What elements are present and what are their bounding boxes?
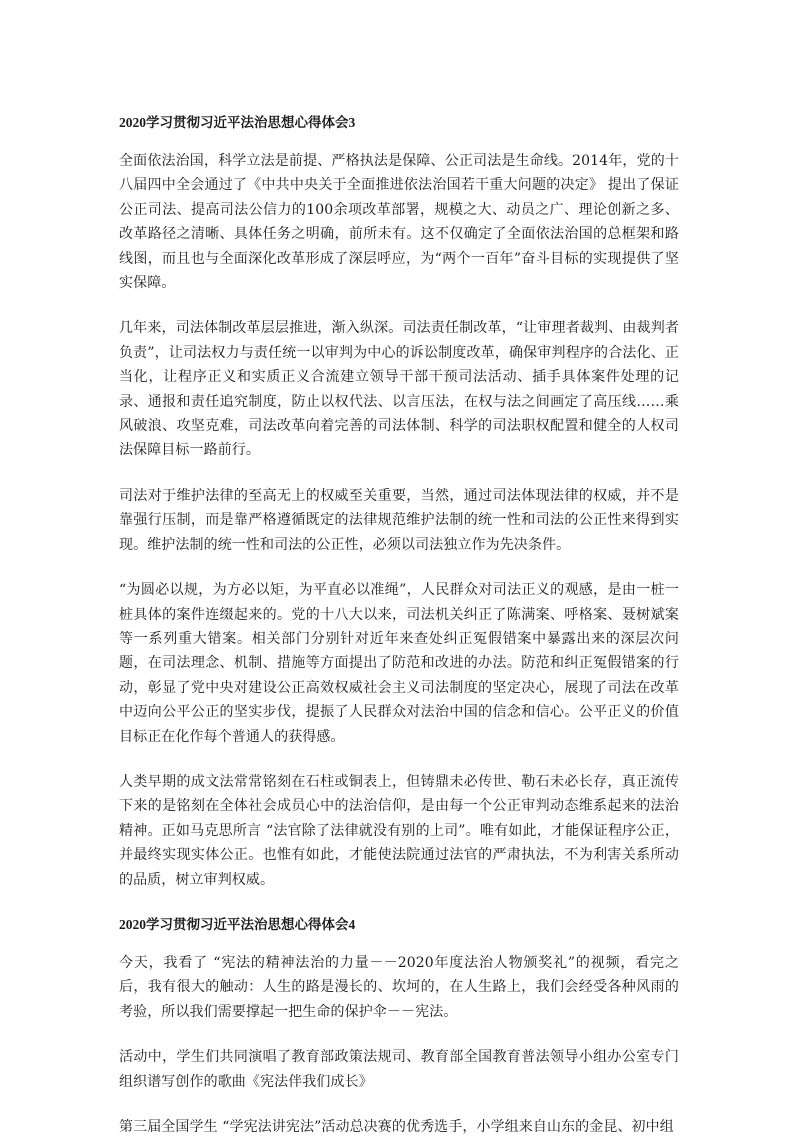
- document-page: [119, 111, 679, 1139]
- paragraph: 人类早期的成文法常常铭刻在石柱或铜表上，但铸鼎未必传世、勒石未必长存，真正流传下来的是铭刻在全体社会成员心中的法治信仰，是由每一个公正审判动态维系起来的法治精神。正如马克思所言 “法官除了法律就没有别的上司”。唯有如此，才能保证程序公正，并最终实现实体公正。也惟有如此，才能使法院通过法官的严肃执法，不为利害关系所动的品质，树立审判权威。: [119, 773, 679, 888]
- paragraph: 活动中，学生们共同演唱了教育部政策法规司、教育部全国教育普法领导小组办公室专门组织谱写创作的歌曲《宪法伴我们成长》: [119, 1049, 679, 1090]
- paragraph: 今天，我看了 “宪法的精神法治的力量－－2020年度法治人物颁奖礼”的视频，看完之后，我有很大的触动：人生的路是漫长的、坎坷的，在人生路上，我们会经受各种风雨的考验，所以我们需要撑起一把生命的保护伞－－宪法。: [119, 954, 679, 1020]
- paragraph: 几年来，司法体制改革层层推进，渐入纵深。司法责任制改革，“让审理者裁判、由裁判者负责”，让司法权力与责任统一以审判为中心的诉讼制度改革，确保审判程序的合法化、正当化，让程序正义和实质正义合流建立领导干部干预司法活动、插手具体案件处理的记录、通报和责任追究制度，防止以权代法、以言压法，在权与法之间画定了高压线……乘风破浪、攻坚克难，司法改革向着完善的司法体制、科学的司法职权配置和健全的人权司法保障目标一路前行。: [119, 320, 679, 459]
- paragraph: 司法对于维护法律的至高无上的权威至关重要，当然，通过司法体现法律的权威，并不是靠强行压制，而是靠严格遵循既定的法律规范维护法制的统一性和司法的公正性来得到实现。维护法制的统一性和司法的公正性，必须以司法独立作为先决条件。: [119, 487, 679, 553]
- paragraph: 全面依法治国，科学立法是前提、严格执法是保障、公正司法是生命线。2014年，党的十八届四中全会通过了《中共中央关于全面推进依法治国若干重大问题的决定》 提出了保证公正司法、提高司法公信力的100余项改革部署，规模之大、动员之广、理论创新之多、改革路径之清晰、具体任务之明确，前所未有。这不仅确定了全面依法治国的总框架和路线图，而且也与全面深化改革形成了深层呼应，为“两个一百年”奋斗目标的实现提供了坚实保障。: [119, 153, 679, 292]
- paragraph: “为圆必以规，为方必以矩，为平直必以准绳”，人民群众对司法正义的观感，是由一桩一桩具体的案件连缀起来的。党的十八大以来，司法机关纠正了陈满案、呼格案、聂树斌案等一系列重大错案。相关部门分别针对近年来查处纠正冤假错案中暴露出来的深层次问题，在司法理念、机制、措施等方面提出了防范和改进的办法。防范和纠正冤假错案的行动，彰显了党中央对建设公正高效权威社会主义司法制度的坚定决心，展现了司法在改革中迈向公平公正的坚实步伐，提振了人民群众对法治中国的信念和信心。公平正义的价值目标正在化作每个普通人的获得感。: [119, 582, 679, 745]
- section-heading: 2020学习贯彻习近平法治思想心得体会4: [119, 916, 356, 932]
- section-heading: 2020学习贯彻习近平法治思想心得体会3: [119, 115, 356, 130]
- paragraph: 第三届全国学生 “学宪法讲宪法”活动总决赛的优秀选手，小学组来自山东的金昆、初中组: [119, 1119, 674, 1135]
